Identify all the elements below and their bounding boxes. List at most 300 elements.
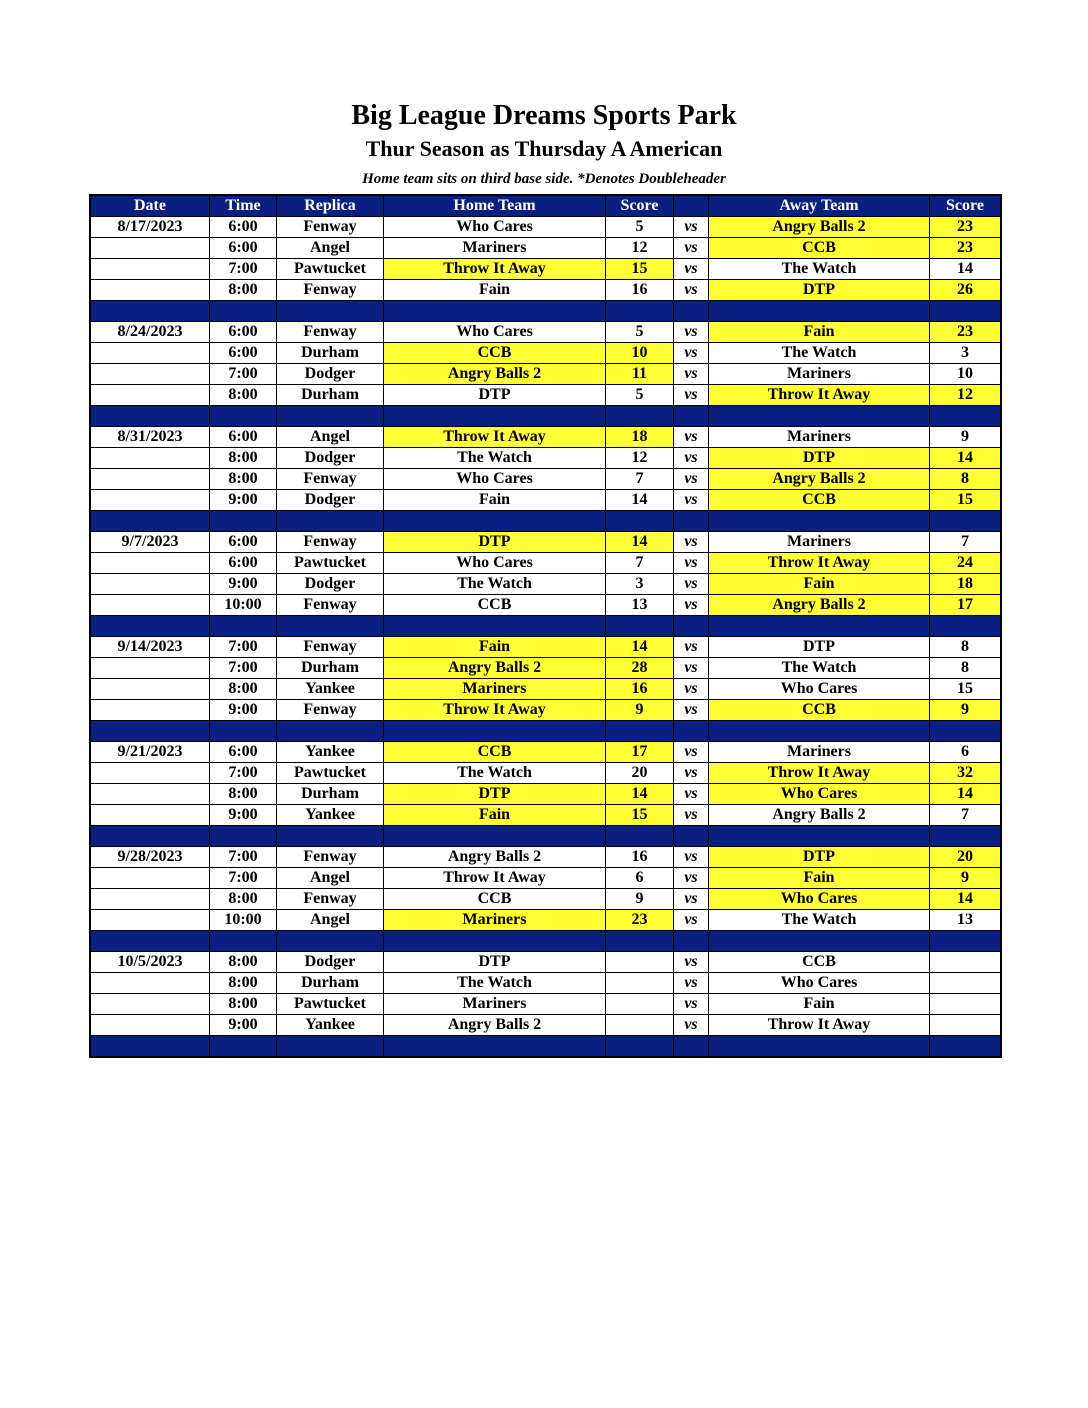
- table-row: [90, 910, 1001, 931]
- home-team: Mariners: [384, 238, 606, 259]
- away-team: Fain: [709, 868, 930, 889]
- game-time: 8:00: [210, 994, 277, 1015]
- game-time: 7:00: [210, 658, 277, 679]
- away-score: 15: [930, 679, 1002, 700]
- away-team: DTP: [709, 280, 930, 301]
- vs-label: vs: [674, 238, 709, 259]
- vs-label: vs: [674, 847, 709, 868]
- table-row: [90, 742, 1001, 763]
- header-vs: [674, 195, 709, 217]
- separator-cell: [210, 826, 277, 847]
- page-title: Big League Dreams Sports Park: [351, 100, 737, 131]
- game-date: 10/5/2023: [90, 952, 210, 973]
- away-score: 24: [930, 553, 1002, 574]
- game-time: 8:00: [210, 679, 277, 700]
- game-replica: Dodger: [277, 490, 384, 511]
- separator-cell: [606, 721, 674, 742]
- away-team: CCB: [709, 490, 930, 511]
- table-row: [90, 574, 1001, 595]
- game-replica: Dodger: [277, 448, 384, 469]
- home-score: 18: [606, 427, 674, 448]
- separator-cell: [90, 826, 210, 847]
- game-time: 7:00: [210, 637, 277, 658]
- table-row: [90, 973, 1001, 994]
- game-replica: Fenway: [277, 469, 384, 490]
- table-row: [90, 322, 1001, 343]
- away-team: Angry Balls 2: [709, 595, 930, 616]
- separator-cell: [90, 616, 210, 637]
- schedule-note: Home team sits on third base side. *Denotes Doubleheader: [362, 171, 726, 187]
- header-home-team: Home Team: [384, 195, 606, 217]
- home-team: Angry Balls 2: [384, 658, 606, 679]
- separator-cell: [384, 721, 606, 742]
- game-replica: Dodger: [277, 952, 384, 973]
- table-row: [90, 553, 1001, 574]
- table-row: [90, 595, 1001, 616]
- table-row: [90, 343, 1001, 364]
- home-team: Fain: [384, 280, 606, 301]
- vs-label: vs: [674, 1015, 709, 1036]
- table-row: [90, 427, 1001, 448]
- away-score: 8: [930, 658, 1002, 679]
- away-score: 9: [930, 427, 1002, 448]
- game-date: 8/24/2023: [90, 322, 210, 343]
- game-time: 8:00: [210, 448, 277, 469]
- home-score: 14: [606, 490, 674, 511]
- header-time: Time: [210, 195, 277, 217]
- game-date: 9/14/2023: [90, 637, 210, 658]
- vs-label: vs: [674, 427, 709, 448]
- separator-cell: [277, 406, 384, 427]
- separator-cell: [90, 301, 210, 322]
- separator-cell: [277, 616, 384, 637]
- separator-cell: [384, 406, 606, 427]
- home-score: 11: [606, 364, 674, 385]
- home-team: DTP: [384, 952, 606, 973]
- game-time: 9:00: [210, 490, 277, 511]
- away-team: Fain: [709, 574, 930, 595]
- game-date: 8/17/2023: [90, 217, 210, 238]
- home-score: 23: [606, 910, 674, 931]
- game-date: [90, 805, 210, 826]
- table-row: [90, 238, 1001, 259]
- separator-cell: [210, 616, 277, 637]
- game-time: 6:00: [210, 343, 277, 364]
- home-score: 3: [606, 574, 674, 595]
- away-score: 14: [930, 259, 1002, 280]
- away-score: 6: [930, 742, 1002, 763]
- separator-cell: [674, 931, 709, 952]
- away-team: CCB: [709, 700, 930, 721]
- away-score: 20: [930, 847, 1002, 868]
- home-team: Angry Balls 2: [384, 847, 606, 868]
- game-date: [90, 658, 210, 679]
- home-team: Throw It Away: [384, 259, 606, 280]
- away-team: Angry Balls 2: [709, 805, 930, 826]
- separator-cell: [277, 511, 384, 532]
- home-team: The Watch: [384, 973, 606, 994]
- separator-cell: [210, 1036, 277, 1058]
- game-replica: Fenway: [277, 847, 384, 868]
- game-time: 7:00: [210, 868, 277, 889]
- header-home-score: Score: [606, 195, 674, 217]
- schedule-body: [90, 217, 1001, 1058]
- separator-cell: [606, 406, 674, 427]
- away-score: [930, 973, 1002, 994]
- week-separator: [90, 511, 1001, 532]
- game-date: [90, 595, 210, 616]
- home-score: 6: [606, 868, 674, 889]
- home-score: [606, 952, 674, 973]
- home-team: Fain: [384, 805, 606, 826]
- game-time: 6:00: [210, 238, 277, 259]
- week-separator: [90, 301, 1001, 322]
- home-team: Who Cares: [384, 553, 606, 574]
- home-score: 14: [606, 532, 674, 553]
- away-score: 17: [930, 595, 1002, 616]
- header-away-score: Score: [930, 195, 1002, 217]
- vs-label: vs: [674, 679, 709, 700]
- away-team: CCB: [709, 952, 930, 973]
- vs-label: vs: [674, 280, 709, 301]
- separator-cell: [930, 406, 1002, 427]
- game-time: 8:00: [210, 280, 277, 301]
- week-separator: [90, 616, 1001, 637]
- separator-cell: [277, 826, 384, 847]
- away-team: Who Cares: [709, 889, 930, 910]
- home-score: 10: [606, 343, 674, 364]
- table-row: [90, 364, 1001, 385]
- game-time: 8:00: [210, 973, 277, 994]
- separator-cell: [674, 406, 709, 427]
- separator-cell: [674, 826, 709, 847]
- home-team: Angry Balls 2: [384, 364, 606, 385]
- game-time: 7:00: [210, 847, 277, 868]
- separator-cell: [277, 931, 384, 952]
- away-team: CCB: [709, 238, 930, 259]
- home-score: 14: [606, 784, 674, 805]
- game-time: 9:00: [210, 700, 277, 721]
- game-date: [90, 343, 210, 364]
- separator-cell: [606, 511, 674, 532]
- game-date: 9/7/2023: [90, 532, 210, 553]
- separator-cell: [709, 406, 930, 427]
- game-date: [90, 469, 210, 490]
- game-date: [90, 553, 210, 574]
- separator-cell: [606, 931, 674, 952]
- game-replica: Durham: [277, 784, 384, 805]
- home-team: Mariners: [384, 994, 606, 1015]
- separator-cell: [709, 511, 930, 532]
- away-score: 18: [930, 574, 1002, 595]
- separator-cell: [210, 511, 277, 532]
- game-replica: Durham: [277, 343, 384, 364]
- away-team: Mariners: [709, 532, 930, 553]
- separator-cell: [606, 826, 674, 847]
- away-team: Angry Balls 2: [709, 217, 930, 238]
- table-row: [90, 280, 1001, 301]
- away-score: 12: [930, 385, 1002, 406]
- game-time: 9:00: [210, 574, 277, 595]
- away-team: Angry Balls 2: [709, 469, 930, 490]
- home-score: 13: [606, 595, 674, 616]
- game-date: [90, 574, 210, 595]
- separator-cell: [606, 1036, 674, 1058]
- game-replica: Dodger: [277, 364, 384, 385]
- away-team: The Watch: [709, 343, 930, 364]
- separator-cell: [90, 721, 210, 742]
- away-score: 8: [930, 637, 1002, 658]
- game-replica: Dodger: [277, 574, 384, 595]
- home-team: Who Cares: [384, 217, 606, 238]
- table-row: [90, 679, 1001, 700]
- away-score: 8: [930, 469, 1002, 490]
- away-score: 9: [930, 700, 1002, 721]
- game-time: 6:00: [210, 532, 277, 553]
- separator-cell: [210, 931, 277, 952]
- vs-label: vs: [674, 532, 709, 553]
- separator-cell: [384, 301, 606, 322]
- away-team: Fain: [709, 322, 930, 343]
- game-replica: Durham: [277, 658, 384, 679]
- game-date: [90, 784, 210, 805]
- away-score: 23: [930, 322, 1002, 343]
- week-separator: [90, 931, 1001, 952]
- vs-label: vs: [674, 322, 709, 343]
- table-row: [90, 658, 1001, 679]
- week-separator: [90, 406, 1001, 427]
- home-team: Who Cares: [384, 322, 606, 343]
- home-score: 5: [606, 322, 674, 343]
- vs-label: vs: [674, 490, 709, 511]
- home-team: The Watch: [384, 448, 606, 469]
- separator-cell: [90, 1036, 210, 1058]
- home-score: [606, 973, 674, 994]
- away-team: Throw It Away: [709, 1015, 930, 1036]
- game-replica: Yankee: [277, 805, 384, 826]
- home-team: Throw It Away: [384, 427, 606, 448]
- home-score: 5: [606, 217, 674, 238]
- vs-label: vs: [674, 784, 709, 805]
- away-score: 13: [930, 910, 1002, 931]
- game-date: [90, 1015, 210, 1036]
- game-date: [90, 280, 210, 301]
- vs-label: vs: [674, 259, 709, 280]
- home-team: DTP: [384, 385, 606, 406]
- table-row: [90, 784, 1001, 805]
- game-replica: Yankee: [277, 679, 384, 700]
- away-team: Fain: [709, 994, 930, 1015]
- game-date: [90, 910, 210, 931]
- home-score: 17: [606, 742, 674, 763]
- separator-cell: [384, 826, 606, 847]
- game-replica: Pawtucket: [277, 553, 384, 574]
- away-team: Who Cares: [709, 973, 930, 994]
- game-time: 7:00: [210, 364, 277, 385]
- game-date: [90, 763, 210, 784]
- vs-label: vs: [674, 574, 709, 595]
- game-date: [90, 364, 210, 385]
- away-score: [930, 1015, 1002, 1036]
- table-row: [90, 259, 1001, 280]
- vs-label: vs: [674, 994, 709, 1015]
- game-date: [90, 889, 210, 910]
- separator-cell: [674, 511, 709, 532]
- home-team: DTP: [384, 532, 606, 553]
- separator-cell: [674, 616, 709, 637]
- home-team: Who Cares: [384, 469, 606, 490]
- separator-cell: [674, 721, 709, 742]
- game-replica: Fenway: [277, 217, 384, 238]
- away-team: Throw It Away: [709, 763, 930, 784]
- away-team: Mariners: [709, 742, 930, 763]
- game-date: 9/21/2023: [90, 742, 210, 763]
- home-team: Fain: [384, 490, 606, 511]
- header-date: Date: [90, 195, 210, 217]
- game-date: [90, 448, 210, 469]
- table-row: [90, 385, 1001, 406]
- separator-cell: [709, 301, 930, 322]
- separator-cell: [90, 406, 210, 427]
- game-time: 10:00: [210, 910, 277, 931]
- game-replica: Durham: [277, 385, 384, 406]
- game-time: 8:00: [210, 385, 277, 406]
- away-score: 32: [930, 763, 1002, 784]
- game-replica: Angel: [277, 238, 384, 259]
- game-time: 8:00: [210, 469, 277, 490]
- game-date: [90, 238, 210, 259]
- separator-cell: [384, 931, 606, 952]
- home-score: 20: [606, 763, 674, 784]
- game-time: 8:00: [210, 784, 277, 805]
- vs-label: vs: [674, 763, 709, 784]
- game-replica: Fenway: [277, 532, 384, 553]
- home-score: 16: [606, 679, 674, 700]
- game-date: [90, 259, 210, 280]
- away-score: 23: [930, 238, 1002, 259]
- vs-label: vs: [674, 910, 709, 931]
- game-replica: Fenway: [277, 322, 384, 343]
- table-row: [90, 868, 1001, 889]
- table-row: [90, 763, 1001, 784]
- header-row: [90, 195, 1001, 217]
- home-score: 14: [606, 637, 674, 658]
- header-replica: Replica: [277, 195, 384, 217]
- vs-label: vs: [674, 595, 709, 616]
- game-replica: Yankee: [277, 742, 384, 763]
- away-team: DTP: [709, 448, 930, 469]
- away-score: 14: [930, 448, 1002, 469]
- game-date: [90, 700, 210, 721]
- separator-cell: [674, 1036, 709, 1058]
- separator-cell: [384, 616, 606, 637]
- home-team: Mariners: [384, 679, 606, 700]
- vs-label: vs: [674, 469, 709, 490]
- separator-cell: [709, 931, 930, 952]
- away-team: Mariners: [709, 364, 930, 385]
- home-team: CCB: [384, 889, 606, 910]
- schedule-table: [89, 194, 1002, 1058]
- separator-cell: [930, 721, 1002, 742]
- home-team: Angry Balls 2: [384, 1015, 606, 1036]
- vs-label: vs: [674, 658, 709, 679]
- vs-label: vs: [674, 973, 709, 994]
- away-score: 10: [930, 364, 1002, 385]
- away-team: The Watch: [709, 658, 930, 679]
- vs-label: vs: [674, 553, 709, 574]
- table-row: [90, 952, 1001, 973]
- away-team: Throw It Away: [709, 385, 930, 406]
- away-score: 7: [930, 532, 1002, 553]
- home-score: 7: [606, 469, 674, 490]
- table-row: [90, 700, 1001, 721]
- home-score: [606, 994, 674, 1015]
- away-score: 3: [930, 343, 1002, 364]
- separator-cell: [930, 511, 1002, 532]
- game-replica: Yankee: [277, 1015, 384, 1036]
- game-date: 8/31/2023: [90, 427, 210, 448]
- game-time: 6:00: [210, 553, 277, 574]
- separator-cell: [709, 721, 930, 742]
- separator-cell: [277, 721, 384, 742]
- game-time: 6:00: [210, 427, 277, 448]
- game-date: [90, 973, 210, 994]
- separator-cell: [277, 301, 384, 322]
- game-time: 7:00: [210, 763, 277, 784]
- game-replica: Pawtucket: [277, 259, 384, 280]
- away-score: [930, 952, 1002, 973]
- home-team: Throw It Away: [384, 868, 606, 889]
- game-time: 6:00: [210, 742, 277, 763]
- table-row: [90, 448, 1001, 469]
- away-team: Who Cares: [709, 784, 930, 805]
- table-row: [90, 490, 1001, 511]
- vs-label: vs: [674, 364, 709, 385]
- home-score: 16: [606, 847, 674, 868]
- game-time: 9:00: [210, 1015, 277, 1036]
- table-row: [90, 1015, 1001, 1036]
- game-time: 6:00: [210, 322, 277, 343]
- week-separator: [90, 826, 1001, 847]
- game-time: 8:00: [210, 889, 277, 910]
- away-team: Mariners: [709, 427, 930, 448]
- separator-cell: [709, 1036, 930, 1058]
- separator-cell: [384, 1036, 606, 1058]
- separator-cell: [606, 301, 674, 322]
- game-replica: Angel: [277, 868, 384, 889]
- table-row: [90, 469, 1001, 490]
- away-score: 14: [930, 784, 1002, 805]
- home-score: 5: [606, 385, 674, 406]
- game-date: [90, 490, 210, 511]
- home-score: 15: [606, 259, 674, 280]
- away-score: [930, 994, 1002, 1015]
- week-separator: [90, 1036, 1001, 1058]
- game-replica: Pawtucket: [277, 763, 384, 784]
- header-away-team: Away Team: [709, 195, 930, 217]
- table-row: [90, 889, 1001, 910]
- home-team: DTP: [384, 784, 606, 805]
- vs-label: vs: [674, 889, 709, 910]
- separator-cell: [384, 511, 606, 532]
- vs-label: vs: [674, 805, 709, 826]
- separator-cell: [210, 721, 277, 742]
- away-score: 23: [930, 217, 1002, 238]
- game-replica: Fenway: [277, 889, 384, 910]
- game-time: 6:00: [210, 217, 277, 238]
- home-team: The Watch: [384, 574, 606, 595]
- home-team: CCB: [384, 742, 606, 763]
